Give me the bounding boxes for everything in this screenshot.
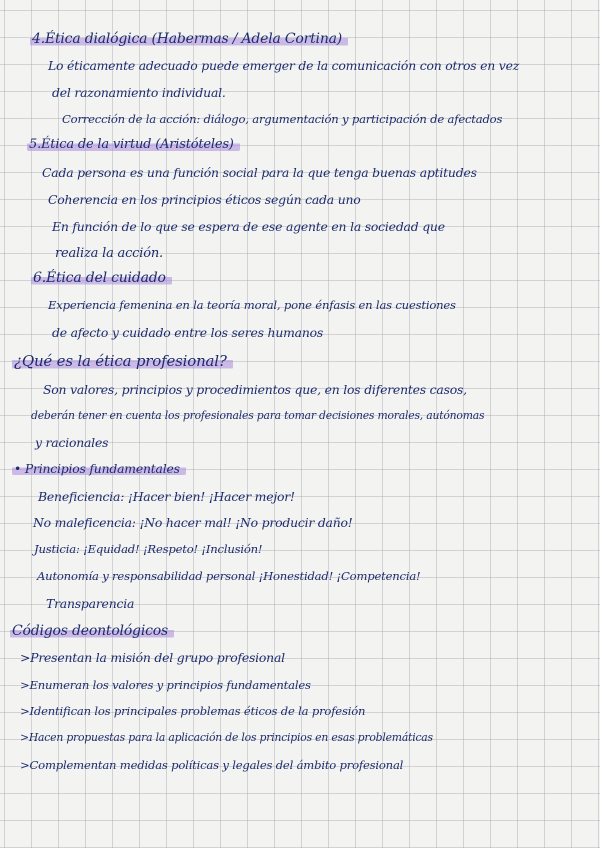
list-item: No maleficencia: ¡No hacer mal! ¡No producir daño! xyxy=(33,515,353,530)
list-item: >Hacen propuestas para la aplicación de los principios en esas problemáticas xyxy=(20,731,433,744)
text-line: de afecto y cuidado entre los seres humanos xyxy=(52,325,324,340)
heading-etica-dialogica: 4.Ética dialógica (Habermas / Adela Cortina) xyxy=(30,32,348,46)
text-line: Experiencia femenina en la teoría moral, pone énfasis en las cuestiones xyxy=(48,298,456,312)
text-line: realiza la acción. xyxy=(55,246,163,261)
heading-codigos: Códigos deontológicos xyxy=(10,624,174,638)
heading-etica-profesional: ¿Qué es la ética profesional? xyxy=(12,354,233,369)
list-item: >Presentan la misión del grupo profesional xyxy=(20,650,285,665)
list-item: >Complementan medidas políticas y legales del ámbito profesional xyxy=(20,758,404,772)
text-line: y racionales xyxy=(35,435,109,450)
text-line: deberán tener en cuenta los profesionales para tomar decisiones morales, autónomas xyxy=(31,409,485,422)
list-item: >Identifican los principales problemas éticos de la profesión xyxy=(20,704,366,718)
text-line: En función de lo que se espera de ese agente en la sociedad que xyxy=(52,219,445,234)
text-line: Coherencia en los principios éticos según cada uno xyxy=(48,192,361,207)
text-line: Son valores, principios y procedimientos que, en los diferentes casos, xyxy=(43,382,467,397)
heading-etica-cuidado: 6.Ética del cuidado xyxy=(31,271,172,285)
list-item: Justicia: ¡Equidad! ¡Respeto! ¡Inclusión! xyxy=(34,542,263,556)
heading-etica-virtud: 5.Ética de la virtud (Aristóteles) xyxy=(27,138,240,151)
list-item: >Enumeran los valores y principios fundamentales xyxy=(20,678,311,692)
text-line: Cada persona es una función social para la que tenga buenas aptitudes xyxy=(42,165,477,180)
list-item: Beneficiencia: ¡Hacer bien! ¡Hacer mejor! xyxy=(38,489,295,504)
list-item: Autonomía y responsabilidad personal ¡Honestidad! ¡Competencia! xyxy=(37,569,421,583)
list-item: Transparencia xyxy=(46,596,135,611)
text-line: Lo éticamente adecuado puede emerger de la comunicación con otros en vez xyxy=(48,58,520,73)
text-line: Corrección de la acción: diálogo, argumentación y participación de afectados xyxy=(62,112,503,126)
text-line: del razonamiento individual. xyxy=(52,85,226,100)
heading-principios: • Principios fundamentales xyxy=(12,463,186,475)
